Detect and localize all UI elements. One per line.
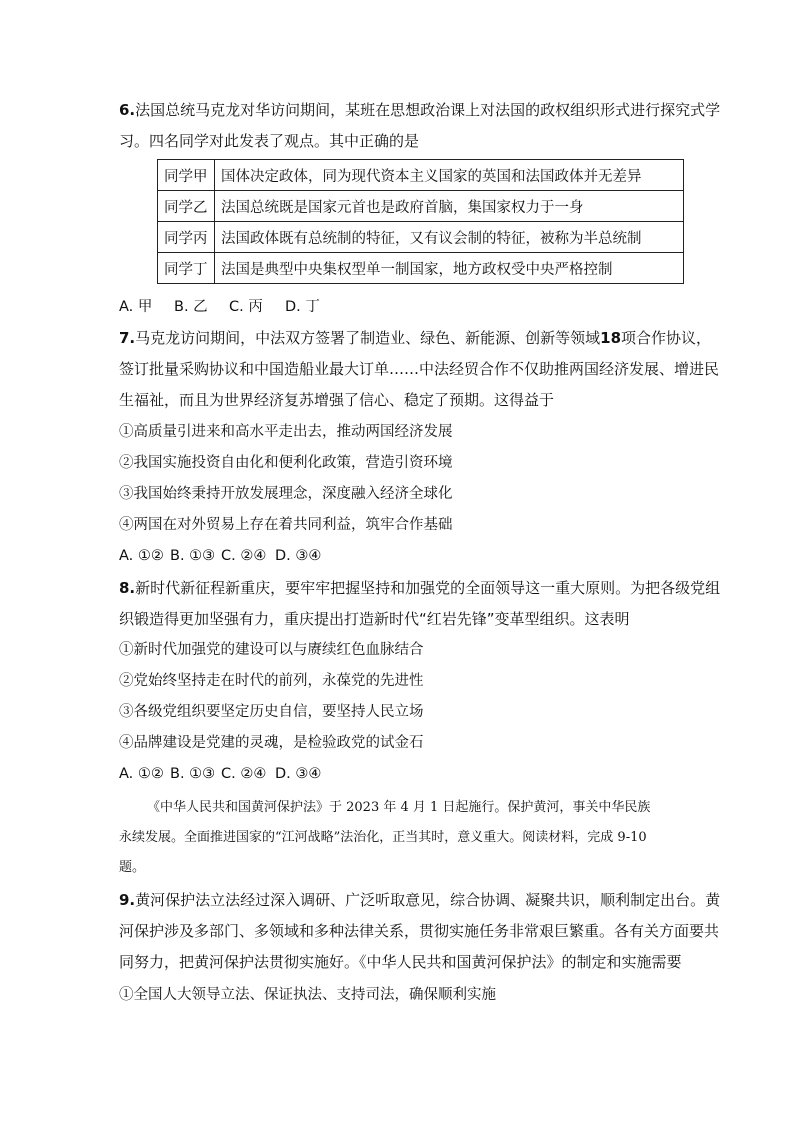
q8-item-3: ③各级党组织要坚定历史自信，要坚持人民立场 [119, 704, 424, 720]
table-cell-opinion: 国体决定政体，同为现代资本主义国家的英国和法国政体并无差异 [215, 160, 684, 191]
q9-stem-line2: 河保护涉及多部门、多领域和多种法律关系，贯彻实施任务非常艰巨繁重。各有关方面要共 [119, 922, 720, 940]
q8-stem-line2: 织锻造得更加坚强有力，重庆提出打造新时代“红岩先锋”变革型组织。这表明 [119, 610, 630, 628]
material-line2: 永续发展。全面推进国家的“江河战略”法治化，正当其时，意义重大。阅读材料，完成 9-10 [119, 830, 647, 845]
q7-stem-line2: 签订批量采购协议和中国造船业最大订单……中法经贸合作不仅助推两国经济发展、增进民 [119, 360, 720, 378]
table-cell-student: 同学丁 [158, 253, 215, 284]
q6-stem-line1 [119, 100, 720, 120]
q8-number: 8. [119, 579, 136, 597]
q7-stem-line3: 生福祉，而且为世界经济复苏增强了信心、稳定了预期。这得益于 [119, 391, 555, 409]
table-cell-student: 同学乙 [158, 191, 215, 222]
table-cell-student: 同学甲 [158, 160, 215, 191]
q7-item-4: ④两国在对外贸易上存在着共同利益，筑牢合作基础 [119, 517, 453, 533]
q7-item-2: ②我国实施投资自由化和便利化政策，营造引资环境 [119, 455, 453, 471]
q6-options [119, 297, 320, 317]
q7-option-a[interactable]: A. ①② [119, 548, 164, 564]
q7-item-3: ③我国始终秉持开放发展理念，深度融入经济全球化 [119, 486, 453, 502]
q7-stem-number: 18 [600, 329, 622, 347]
material-line3: 题。 [119, 860, 146, 875]
q8-item-4: ④品牌建设是党建的灵魂，是检验政党的试金石 [119, 735, 424, 751]
q9-stem-line1 [119, 890, 720, 910]
q8-option-b[interactable]: B. ①③ [170, 766, 216, 782]
q8-stem-line1 [119, 578, 720, 598]
table-cell-opinion: 法国政体既有总统制的特征，又有议会制的特征，被称为半总统制 [215, 222, 684, 253]
q7-option-d[interactable]: D. ③④ [275, 548, 322, 564]
q7-item-1: ①高质量引进来和高水平走出去，推动两国经济发展 [119, 424, 453, 440]
q9-stem-line3: 同努力，把黄河保护法贯彻实施好。《中华人民共和国黄河保护法》的制定和实施需要 [119, 953, 682, 971]
q8-stem-text1: 新时代新征程新重庆，要牢牢把握坚持和加强党的全面领导这一重大原则。为把各级党组 [135, 579, 721, 597]
table-row [158, 253, 684, 284]
q8-option-a[interactable]: A. ①② [119, 766, 164, 782]
material-line1: 《中华人民共和国黄河保护法》于 2023 年 4 月 1 日起施行。保护黄河，事关中华民族 [147, 800, 651, 815]
q6-option-c[interactable]: C. 丙 [229, 299, 263, 315]
q7-stem-line1 [119, 328, 711, 348]
table-row [158, 222, 684, 253]
table-cell-opinion: 法国总统既是国家元首也是政府首脑，集国家权力于一身 [215, 191, 684, 222]
q9-number: 9. [119, 891, 136, 909]
q8-item-1: ①新时代加强党的建设可以与赓续红色血脉结合 [119, 642, 424, 658]
table-cell-student: 同学丙 [158, 222, 215, 253]
q8-option-d[interactable]: D. ③④ [275, 766, 322, 782]
table-row [158, 191, 684, 222]
q6-option-a[interactable]: A. 甲 [119, 299, 153, 315]
q9-stem-text1: 黄河保护法立法经过深入调研、广泛听取意见，综合协调、凝聚共识，顺利制定出台。黄 [135, 891, 721, 909]
q6-opinion-table [157, 159, 684, 284]
q9-item-1: ①全国人大领导立法、保证执法、支持司法，确保顺利实施 [119, 987, 496, 1003]
q7-option-b[interactable]: B. ①③ [170, 548, 216, 564]
q6-number: 6. [119, 101, 136, 119]
q6-option-b[interactable]: B. 乙 [174, 299, 208, 315]
q8-option-c[interactable]: C. ②④ [221, 766, 267, 782]
q7-stem-text1a: 马克龙访问期间，中法双方签署了制造业、绿色、新能源、创新等领域 [135, 329, 601, 347]
q7-stem-text1c: 项合作协议， [621, 329, 712, 347]
table-cell-opinion: 法国是典型中央集权型单一制国家，地方政权受中央严格控制 [215, 253, 684, 284]
table-row [158, 160, 684, 191]
q6-stem-text1: 法国总统马克龙对华访问期间，某班在思想政治课上对法国的政权组织形式进行探究式学 [135, 101, 721, 119]
q8-item-2: ②党始终坚持走在时代的前列，永葆党的先进性 [119, 673, 424, 689]
q7-options [119, 546, 321, 566]
q7-option-c[interactable]: C. ②④ [221, 548, 267, 564]
q7-number: 7. [119, 329, 136, 347]
q8-options [119, 764, 321, 784]
q6-option-d[interactable]: D. 丁 [285, 299, 320, 315]
q6-stem-line2: 习。四名同学对此发表了观点。其中正确的是 [119, 132, 420, 150]
